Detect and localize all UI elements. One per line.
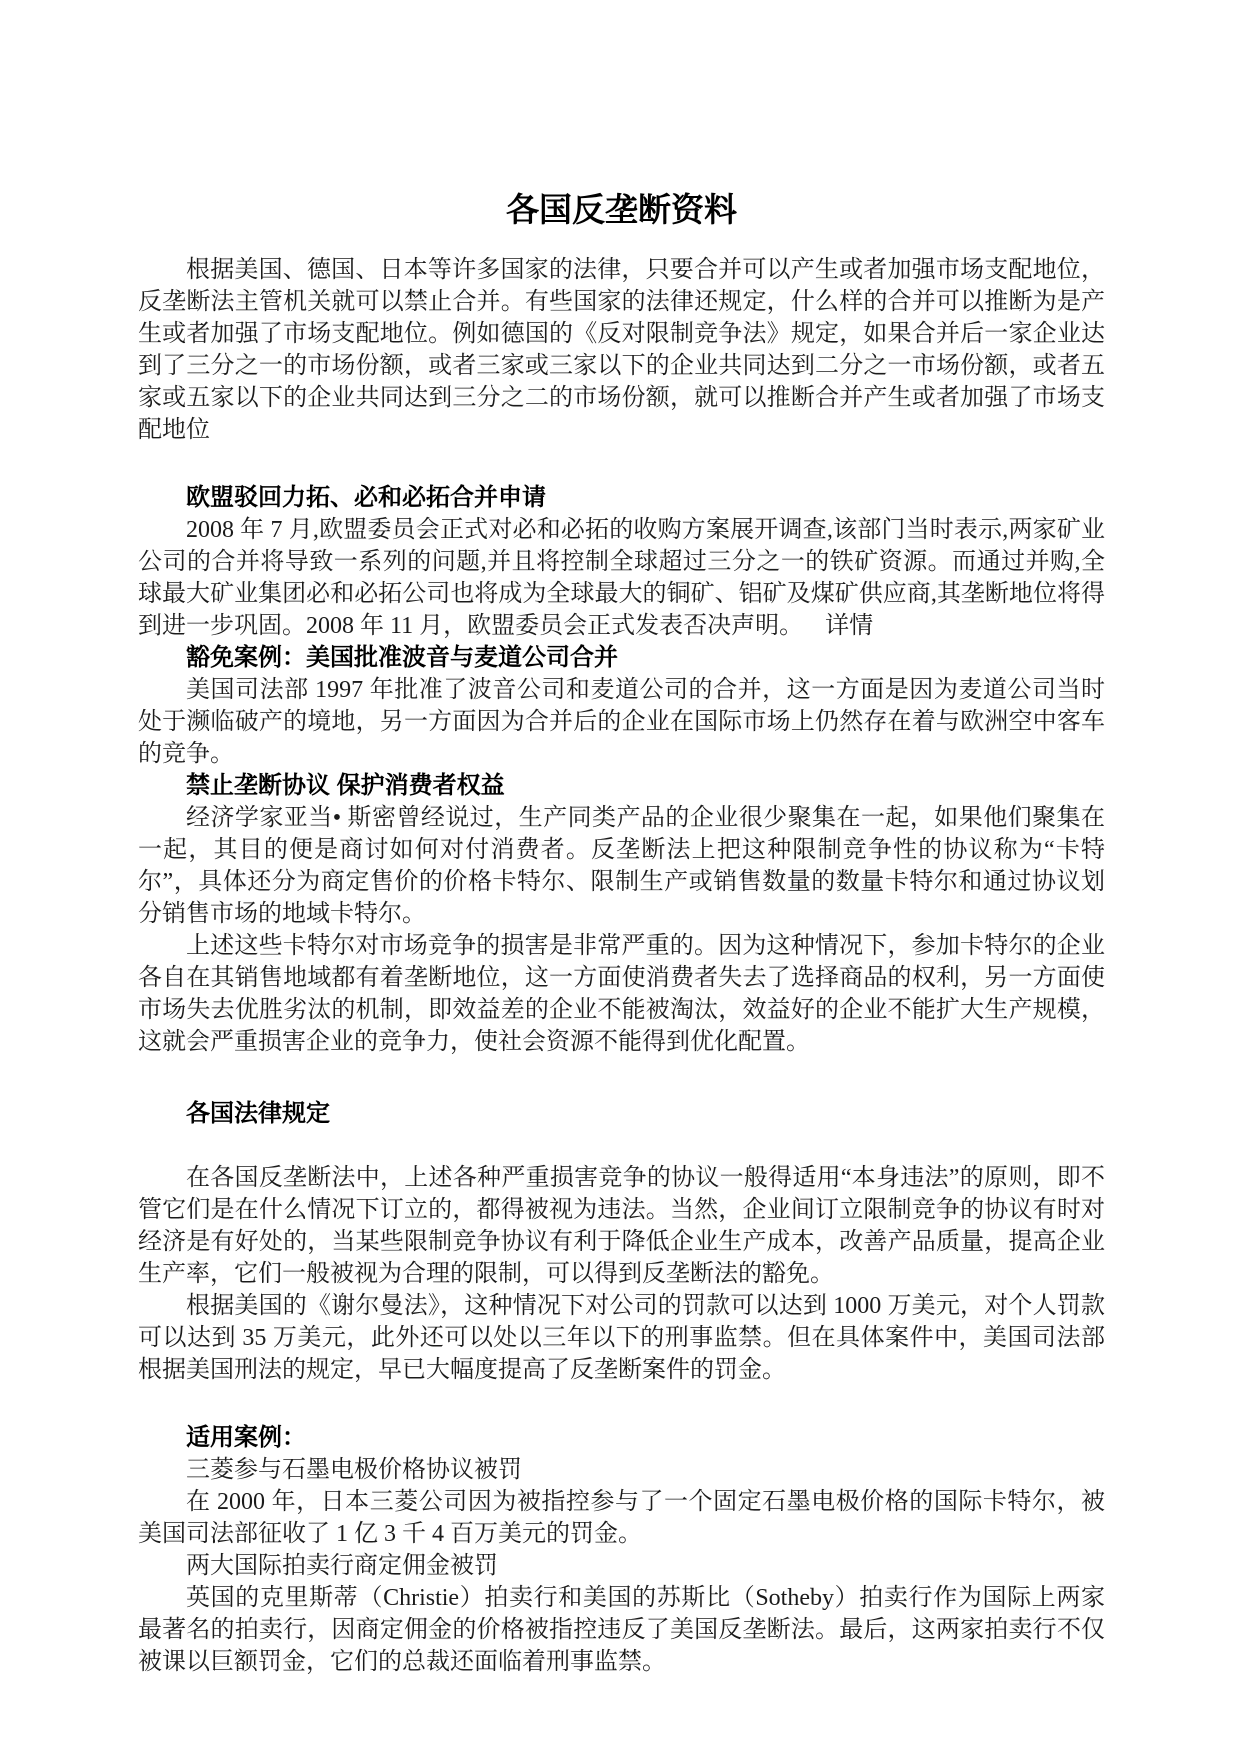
case-body-mitsubishi: 在 2000 年，日本三菱公司因为被指控参与了一个固定石墨电极价格的国际卡特尔，被美国司法部征收了 1 亿 3 千 4 百万美元的罚金。: [138, 1489, 1105, 1547]
paragraph-national-laws-2: 根据美国的《谢尔曼法》，这种情况下对公司的罚款可以达到 1000 万美元，对个人罚款可以达到 35 万美元，此外还可以处以三年以下的刑事监禁。但在具体案件中，美国司法部根据美国刑法的规定，早已大幅度提高了反垄断案件的罚金。: [138, 1293, 1105, 1383]
section-heading-exemption-case: 豁免案例：美国批准波音与麦道公司合并: [186, 644, 618, 671]
paragraph-national-laws-1: 在各国反垄断法中，上述各种严重损害竞争的协议一般得适用“本身违法”的原则，即不管它们是在什么情况下订立的，都得被视为违法。当然，企业间订立限制竞争的协议有时对经济是有好处的，当某些限制竞争协议有利于降低企业生产成本，改善产品质量，提高企业生产率，它们一般被视为合理的限制，可以得到反垄断法的豁免。: [138, 1165, 1105, 1287]
paragraph-eu-rejection: [138, 514, 1105, 642]
section-heading-prohibit-cartel: 禁止垄断协议 保护消费者权益: [186, 772, 505, 799]
case-body-auction-houses: 英国的克里斯蒂（Christie）拍卖行和美国的苏斯比（Sotheby）拍卖行作为国际上两家最著名的拍卖行，因商定佣金的价格被指控违反了美国反垄断法。最后，这两家拍卖行不仅被课以巨额罚金，它们的总裁还面临着刑事监禁。: [138, 1585, 1105, 1675]
paragraph-exemption-case: 美国司法部 1997 年批准了波音公司和麦道公司的合并，这一方面是因为麦道公司当时处于濒临破产的境地，另一方面因为合并后的企业在国际市场上仍然存在着与欧洲空中客车的竞争。: [138, 677, 1105, 767]
section-heading-applicable-cases: 适用案例：: [186, 1424, 306, 1451]
case-title-auction-houses: 两大国际拍卖行商定佣金被罚: [186, 1553, 498, 1579]
paragraph-prohibit-cartel-2: 上述这些卡特尔对市场竞争的损害是非常严重的。因为这种情况下，参加卡特尔的企业各自在其销售地域都有着垄断地位，这一方面使消费者失去了选择商品的权利，另一方面使市场失去优胜劣汰的机制，即效益差的企业不能被淘汰，效益好的企业不能扩大生产规模，这就会严重损害企业的竞争力，使社会资源不能得到优化配置。: [138, 933, 1105, 1055]
section-heading-eu-rejection: 欧盟驳回力拓、必和必拓合并申请: [186, 484, 546, 511]
details-link[interactable]: 详情: [825, 613, 874, 639]
document-title: 各国反垄断资料: [506, 191, 737, 228]
document-page: [138, 166, 1105, 1678]
intro-paragraph: 根据美国、德国、日本等许多国家的法律，只要合并可以产生或者加强市场支配地位，反垄断法主管机关就可以禁止合并。有些国家的法律还规定，什么样的合并可以推断为是产生或者加强了市场支配地位。例如德国的《反对限制竞争法》规定，如果合并后一家企业达到了三分之一的市场份额，或者三家或三家以下的企业共同达到二分之一市场份额，或者五家或五家以下的企业共同达到三分之二的市场份额，就可以推断合并产生或者加强了市场支配地位: [138, 257, 1105, 443]
paragraph-eu-rejection-text: 2008 年 7 月,欧盟委员会正式对必和必拓的收购方案展开调查,该部门当时表示,两家矿业公司的合并将导致一系列的问题,并且将控制全球超过三分之一的铁矿资源。而通过并购,全球最大矿业集团必和必拓公司也将成为全球最大的铜矿、铝矿及煤矿供应商,其垄断地位将得到进一步巩固。2008 年 11 月，欧盟委员会正式发表否决声明。: [138, 517, 1105, 639]
section-heading-national-laws: 各国法律规定: [186, 1100, 330, 1127]
case-title-mitsubishi: 三菱参与石墨电极价格协议被罚: [186, 1457, 522, 1483]
paragraph-prohibit-cartel-1: 经济学家亚当• 斯密曾经说过，生产同类产品的企业很少聚集在一起，如果他们聚集在一起，其目的便是商讨如何对付消费者。反垄断法上把这种限制竞争性的协议称为“卡特尔”，具体还分为商定售价的价格卡特尔、限制生产或销售数量的数量卡特尔和通过协议划分销售市场的地域卡特尔。: [138, 805, 1105, 927]
